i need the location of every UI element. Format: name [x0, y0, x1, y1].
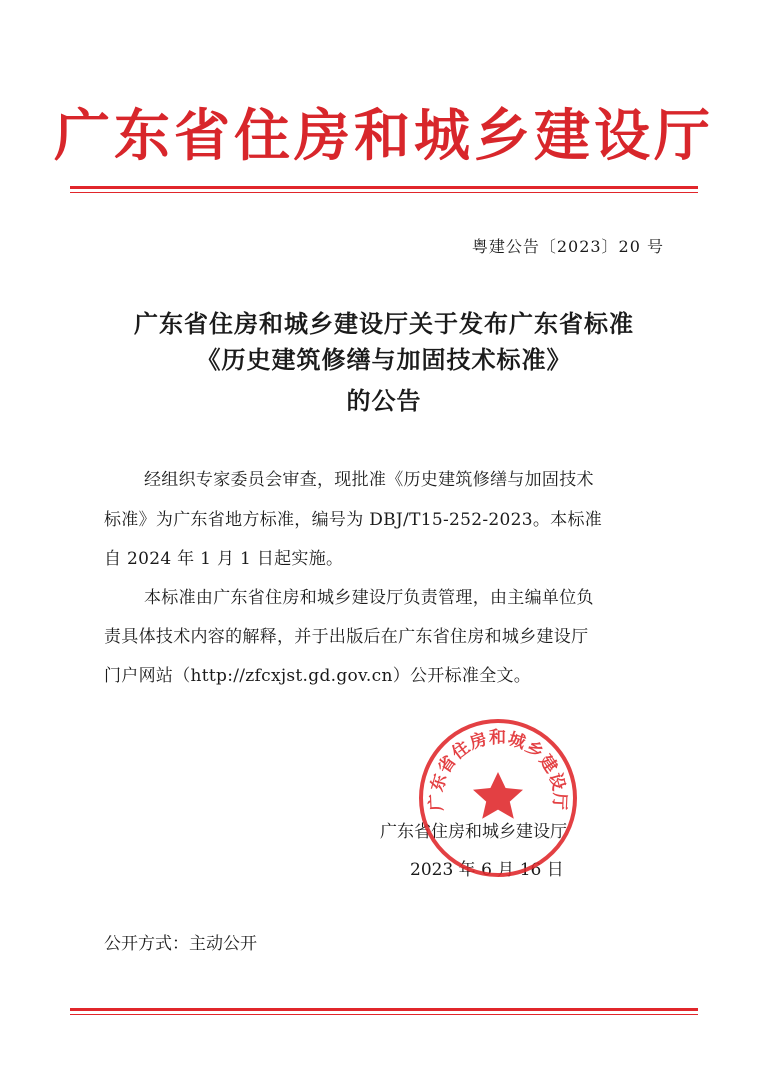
- body-paragraph-2-line-3: 门户网站（http://zfcxjst.gd.gov.cn）公开标准全文。: [104, 666, 532, 686]
- body-paragraph-1-line-2: 标准》为广东省地方标准，编号为 DBJ/T15-252-2023。本标准: [104, 510, 603, 530]
- footer-divider-thin: [70, 1014, 698, 1015]
- header-divider: [70, 186, 698, 193]
- signature-date: 2023 年 6 月 16 日: [410, 860, 564, 880]
- header-divider-thick: [70, 186, 698, 189]
- disclosure-method: 公开方式：主动公开: [104, 934, 257, 954]
- body-paragraph-1-line-1: 经组织专家委员会审查，现批准《历史建筑修缮与加固技术: [144, 470, 594, 490]
- footer-divider: [70, 1008, 698, 1015]
- seal-star-icon: [473, 772, 523, 819]
- notice-title-line-1: 广东省住房和城乡建设厅关于发布广东省标准: [134, 309, 634, 338]
- header-divider-thin: [70, 192, 698, 193]
- body-paragraph-1-line-3: 自 2024 年 1 月 1 日起实施。: [104, 549, 344, 569]
- notice-title-line-2: 《历史建筑修缮与加固技术标准》: [196, 345, 572, 374]
- signature-organization: 广东省住房和城乡建设厅: [380, 822, 567, 842]
- official-seal: [416, 716, 580, 880]
- body-paragraph-2-line-1: 本标准由广东省住房和城乡建设厅负责管理，由主编单位负: [144, 588, 594, 608]
- seal-text: 广东省住房和城乡建设厅: [426, 728, 570, 812]
- document-number: 粤建公告〔2023〕20 号: [471, 237, 664, 256]
- notice-title-line-3: 的公告: [346, 386, 422, 415]
- footer-divider-thick: [70, 1008, 698, 1011]
- body-paragraph-2-line-2: 责具体技术内容的解释，并于出版后在广东省住房和城乡建设厅: [104, 627, 589, 647]
- letterhead-title: 广东省住房和城乡建设厅: [54, 103, 714, 169]
